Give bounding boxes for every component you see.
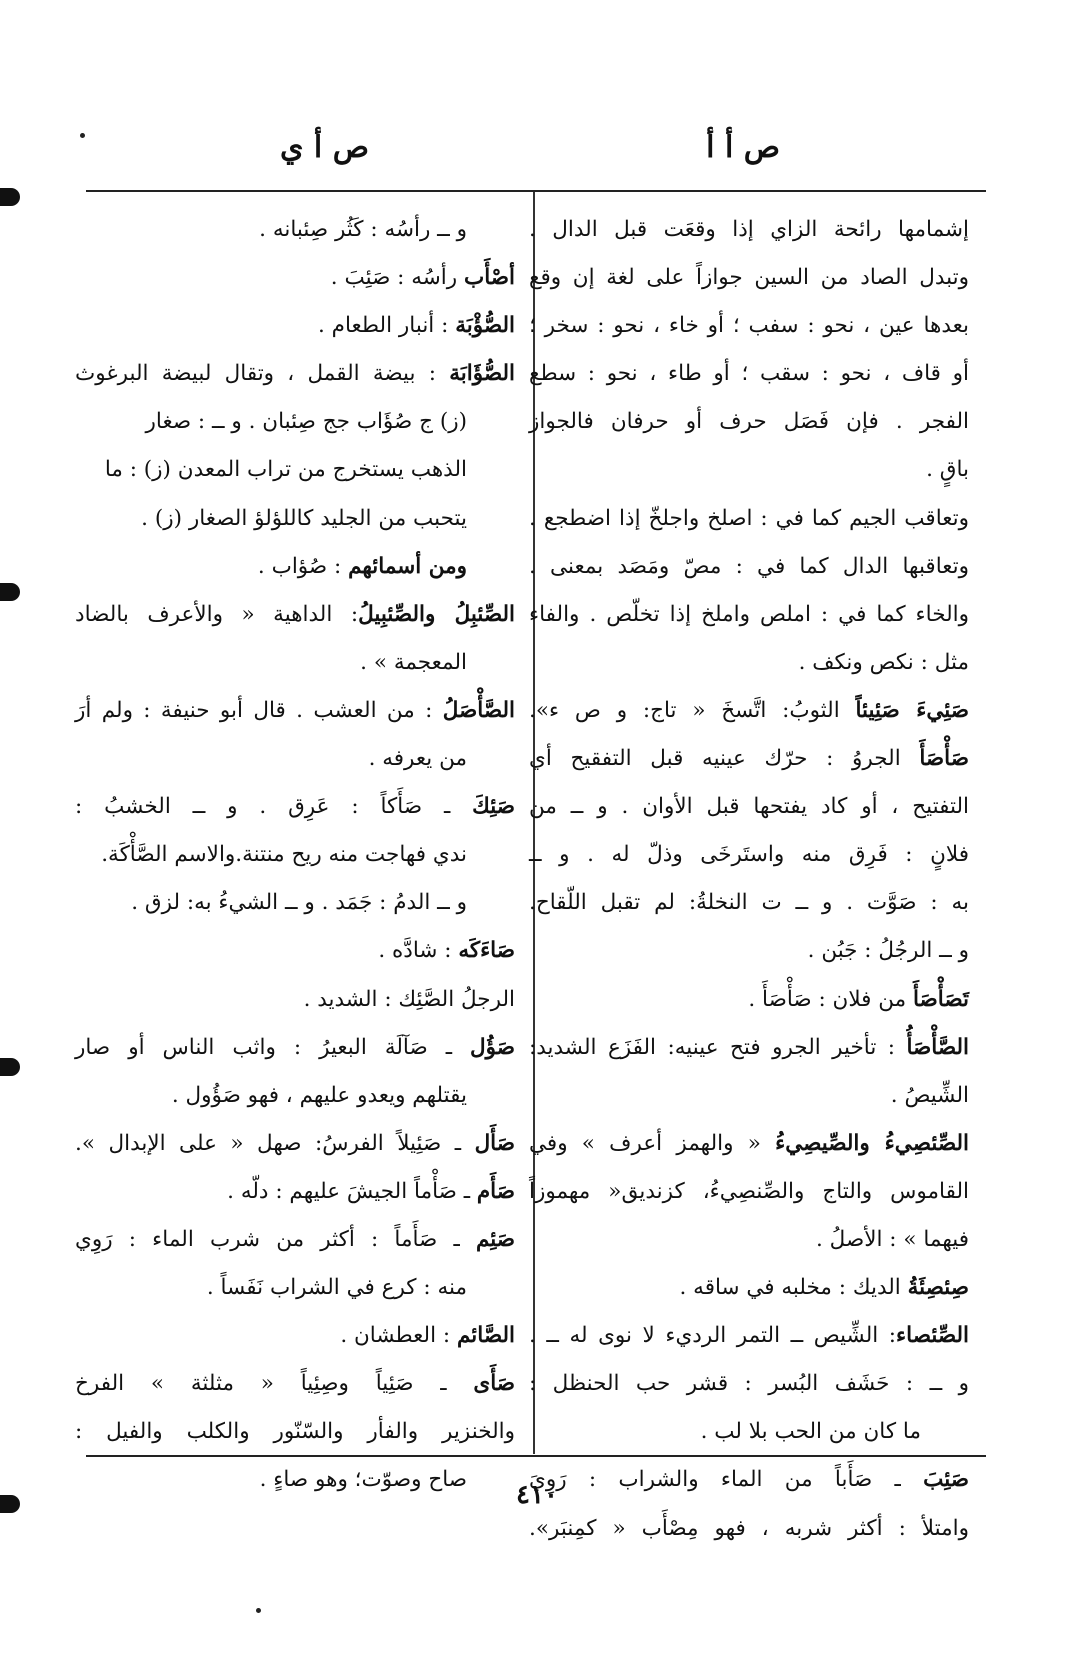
right-column <box>529 206 969 1553</box>
text-line: أو قاف ، نحو : سقب ؛ أو طاء ، نحو : سطع <box>529 361 969 387</box>
dictionary-entry: الصِّئصِيءُ والصِّيصِيءُ « والهمز أعرف » وفي <box>529 1130 969 1156</box>
margin-mark <box>0 1058 20 1076</box>
headword: صَؤُل <box>470 1034 515 1060</box>
text-line: به : صَوَّت . و ــ ت النخلةُ: لم تقبل اللّقاح. <box>529 890 969 916</box>
text-line: منه : كرع في الشراب نَفَساً . <box>206 1275 467 1301</box>
dictionary-entry: الصِّئبِلُ والصِّئبِيلُ: الداهية « والأعرف بالضاد <box>75 601 515 627</box>
dictionary-entry: الصُّؤْبَة : أنبار الطعام . <box>318 313 515 339</box>
headword: الصُّؤْبَة <box>455 313 515 339</box>
dictionary-entry: الصَّأْصَلُ : من العشب . قال أبو حنيفة : ولم أرَ <box>75 697 515 723</box>
headword: صَاءَكَه <box>458 938 515 964</box>
dictionary-entry: صَأَل ـ صَئِيلاً الفرسُ: صهل « على الإبدال ». <box>75 1130 515 1156</box>
text-line: التفتيح ، أو كاد يفتحها قبل الأوان . و ــ من <box>529 794 969 820</box>
headword: الصِّئصاء <box>896 1323 969 1349</box>
margin-mark <box>0 583 20 601</box>
text-line: من يعرفه . <box>368 746 467 772</box>
text-line: وتعاقب الجيم كما في : اصلخ واجلخّ إذا اضطجع . <box>529 505 969 531</box>
headword: صَئِم <box>475 1226 515 1252</box>
text-line: صاح وصوّت؛ وهو صاءٍ . <box>259 1467 467 1493</box>
headword: صَأْصَأَ <box>919 746 969 772</box>
headword: تَصَأْصَأَ <box>913 986 969 1012</box>
ink-speck <box>80 133 85 138</box>
headword: ومن أسمائهم <box>348 553 467 579</box>
text-line: فيهما » : الأصلُ . <box>816 1226 969 1252</box>
dictionary-entry: صَئِكَ ـ صَأَكاً : عَرِق . و ــ الخشبُ : <box>75 794 515 820</box>
dictionary-entry: الصِّئصاء: الشِّيص ــ التمر الرديء لا نوى له ــ . <box>529 1323 969 1349</box>
headword: الصَّأْصَلُ <box>442 697 515 723</box>
dictionary-entry: صَئِيءَ صَئِيئاً الثوبُ: اتَّسخَ « تاج: و ص ء». <box>529 697 969 723</box>
text-line: مثل : نكص ونكف . <box>798 649 969 675</box>
dictionary-entry: تَصَأْصَأَ من فلان : صَأْصَأَ . <box>748 986 969 1012</box>
dictionary-entry: صَأْصَأَ الجروُ : حرّك عينيه قبل التفقيح أي <box>529 746 969 772</box>
page-header <box>80 128 980 168</box>
text-line: و ــ : حَشَف البُسر : قشر حب الحنظل : <box>529 1371 969 1397</box>
headword: صَأَم <box>476 1178 515 1204</box>
headword: الصِّئبِلُ والصِّئبِيلُ <box>358 601 515 627</box>
left-column <box>75 206 515 1505</box>
text-line: و ــ الرجُلُ : جَبُن . <box>807 938 969 964</box>
headword: صَئِكَ <box>472 794 515 820</box>
text-line: المعجمة » . <box>360 649 467 675</box>
text-line: فلانٍ : فَرِق منه واستَرخَى وذلّ له . و ــ <box>529 842 969 868</box>
text-line: الرجلُ الصَّئِك : الشديد . <box>303 986 515 1012</box>
guide-word-right: ص أ أ <box>706 130 780 165</box>
dictionary-entry: أصْأَب رأسُه : صَئِبَ . <box>330 265 515 291</box>
margin-mark <box>0 1495 20 1513</box>
headword: صَئِيءَ صَئِيئاً <box>855 697 969 723</box>
dictionary-entry: صَئِبَ ـ صَأَباً من الماء والشراب : رَوِيَ <box>529 1467 969 1493</box>
text-line: وامتلأ : أكثر شربه ، فهو مِصْأَب « كمِنبَر». <box>529 1515 969 1541</box>
headword: صَئِبَ <box>923 1467 969 1493</box>
ink-speck <box>256 1608 261 1613</box>
text-line: والخنزير والفأر والسّنّور والكلب والفيل : <box>75 1419 515 1445</box>
headword: صَأَل <box>474 1130 515 1156</box>
text-line: وتعاقبها الدال كما في : مصّ ومَصَد بمعنى . <box>529 553 969 579</box>
text-line: وتبدل الصاد من السين جوازاً على لغة إن وقع <box>529 265 969 291</box>
text-line: ما كان من الحب بلا لب . <box>700 1419 921 1445</box>
header-rule <box>86 190 986 192</box>
headword: الصِّئصِيءُ والصِّيصِيءُ <box>775 1130 969 1156</box>
text-line: الفجر . فإن فَصَل حرف أو حرفان فالجواز <box>529 409 969 435</box>
headword: الصَّائم <box>456 1323 515 1349</box>
text-line: الشِّيصُ . <box>890 1082 969 1108</box>
dictionary-entry: صَأَم ـ صَأْماً الجيشَ عليهم : دلّه . <box>227 1178 515 1204</box>
dictionary-entry: صَئِم ـ صَأَماً : أكثر من شرب الماء : رَوِي <box>75 1226 515 1252</box>
margin-mark <box>0 188 20 206</box>
dictionary-entry: ومن أسمائهم : صُؤاب . <box>257 553 467 579</box>
headword: الصَّأْصَأُ <box>906 1034 969 1060</box>
text-line: إشمامها رائحة الزاي إذا وقعَت قبل الدال . <box>529 217 969 242</box>
text-line: الذهب يستخرج من تراب المعدن (ز) : ما <box>104 457 467 483</box>
text-line: يقتلهم ويعدو عليهم ، فهو صَؤُول . <box>171 1082 467 1108</box>
text-line: و ــ الدمُ : جَمَد . و ــ الشيءُ به: لزق . <box>131 890 467 916</box>
headword: أصْأَب <box>463 265 515 291</box>
dictionary-entry: الصُّؤَابَة : بيضة القمل ، وتقال لبيضة البرغوث <box>75 361 515 387</box>
text-line: و ــ رأسُه : كَثُر صِئبانه . <box>259 217 467 242</box>
footer-rule <box>86 1455 986 1457</box>
dictionary-entry: صَاءَكَه : شادَّه . <box>378 938 515 964</box>
dictionary-entry: صَؤُل ـ صَآلَة البعيرُ : واثب الناس أو صار <box>75 1034 515 1060</box>
dictionary-entry: صِئصِئَةُ الديك : مخلبه في ساقه . <box>679 1275 969 1301</box>
page-number: ٤١٠ <box>516 1480 558 1510</box>
text-line: بعدها عين ، نحو : سفب ؛ أو خاء ، نحو : سخر ؛ <box>529 313 969 339</box>
text-line: القاموس والتاج والصِّنصِيءُ، كزنديق« مهموزاً <box>529 1178 969 1204</box>
dictionary-entry: صَأَى ـ صَئِياً وصِئِياً « مثلثة » الفرخ <box>75 1371 515 1397</box>
guide-word-left: ص أ ي <box>280 130 369 165</box>
text-line: (ز) ج صُؤَاب جج صِئبان . و ــ : صغار <box>145 409 467 435</box>
dictionary-entry: الصَّأْصَأُ : تأخير الجرو فتح عينيه: الفَزَع الشديد: <box>529 1034 969 1060</box>
dictionary-entry: الصَّائم : العطشان . <box>340 1323 515 1349</box>
text-line: باقٍ . <box>926 457 969 483</box>
headword: صَأَى <box>473 1371 515 1397</box>
text-line: ندي فهاجت منه ريح منتنة.والاسم الصَّأْكَة. <box>101 842 467 868</box>
text-line: والخاء كما في : املص واملخ إذا تخلّص . والفاء <box>529 601 969 627</box>
headword: الصُّؤَابَة <box>449 361 515 387</box>
headword: صِئصِئَةُ <box>907 1275 969 1301</box>
text-line: يتحبب من الجليد كاللؤلؤ الصغار (ز) . <box>141 505 467 531</box>
